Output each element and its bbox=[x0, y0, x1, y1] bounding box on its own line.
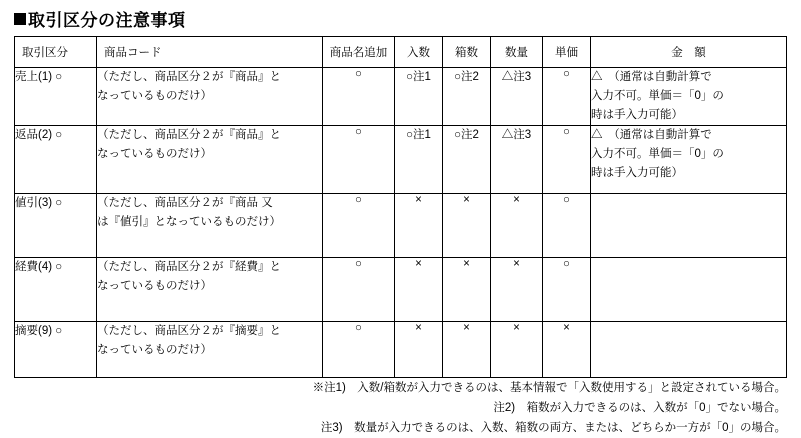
header-shohin-code: 商品コード bbox=[97, 37, 323, 68]
cell-suryo: × bbox=[491, 321, 543, 377]
transaction-type-table bbox=[14, 36, 787, 378]
page-title bbox=[14, 6, 186, 31]
table-row bbox=[15, 68, 787, 126]
code-line-1: （ただし、商品区分２が『商品』と bbox=[97, 71, 281, 83]
cell-shohin-code bbox=[97, 125, 323, 193]
cell-shohinmei-tsuika: ○ bbox=[323, 321, 395, 377]
header-torihiki-kubun: 取引区分 bbox=[15, 37, 97, 68]
cell-irisu: ○注1 bbox=[395, 125, 443, 193]
cell-torihiki-kubun: 売上(1) ○ bbox=[15, 68, 97, 126]
code-line-2: なっているものだけ） bbox=[97, 279, 212, 292]
code-line-1: （ただし、商品区分２が『商品 又 bbox=[97, 196, 273, 209]
table-header-row bbox=[15, 37, 787, 68]
cell-shohinmei-tsuika: ○ bbox=[323, 68, 395, 126]
header-tanka: 単価 bbox=[543, 37, 591, 68]
amount-line-1: △ （通常は自動計算で bbox=[591, 128, 712, 141]
cell-kingaku bbox=[591, 125, 787, 193]
code-line-1: （ただし、商品区分２が『摘要』と bbox=[97, 324, 281, 337]
amount-line-3: 時は手入力可能） bbox=[591, 166, 683, 179]
header-shohinmei-tsuika: 商品名追加 bbox=[323, 37, 395, 68]
table-row bbox=[15, 193, 787, 257]
cell-kingaku bbox=[591, 68, 787, 126]
footnote-1: ※注1) 入数/箱数が入力できるのは、基本情報で「入数使用する」と設定されている場合。 bbox=[312, 382, 786, 394]
code-line-1: （ただし、商品区分２が『経費』と bbox=[97, 260, 281, 273]
cell-tanka: ○ bbox=[543, 68, 591, 126]
code-line-2: なっているものだけ） bbox=[97, 343, 212, 356]
cell-irisu: × bbox=[395, 321, 443, 377]
black-square-icon bbox=[14, 13, 26, 25]
cell-kingaku bbox=[591, 193, 787, 257]
code-line-2: は『値引』となっているものだけ） bbox=[97, 215, 281, 228]
cell-torihiki-kubun: 値引(3) ○ bbox=[15, 193, 97, 257]
cell-shohinmei-tsuika: ○ bbox=[323, 257, 395, 321]
table-row bbox=[15, 321, 787, 377]
header-hakosu: 箱数 bbox=[443, 37, 491, 68]
cell-kingaku bbox=[591, 321, 787, 377]
cell-torihiki-kubun: 返品(2) ○ bbox=[15, 125, 97, 193]
cell-hakosu: × bbox=[443, 257, 491, 321]
cell-shohin-code bbox=[97, 193, 323, 257]
code-line-2: なっているものだけ） bbox=[97, 147, 212, 160]
cell-hakosu: × bbox=[443, 193, 491, 257]
cell-shohinmei-tsuika: ○ bbox=[323, 193, 395, 257]
cell-irisu: ○注1 bbox=[395, 68, 443, 126]
cell-shohin-code bbox=[97, 257, 323, 321]
cell-tanka: ○ bbox=[543, 257, 591, 321]
footnotes bbox=[0, 378, 786, 438]
cell-irisu: × bbox=[395, 257, 443, 321]
cell-torihiki-kubun: 摘要(9) ○ bbox=[15, 321, 97, 377]
amount-line-2: 入力不可。単価＝「0」の bbox=[591, 89, 724, 102]
cell-hakosu: ○注2 bbox=[443, 68, 491, 126]
cell-shohinmei-tsuika: ○ bbox=[323, 125, 395, 193]
header-kingaku: 金 額 bbox=[591, 37, 787, 68]
cell-hakosu: × bbox=[443, 321, 491, 377]
cell-tanka: × bbox=[543, 321, 591, 377]
cell-suryo: △注3 bbox=[491, 68, 543, 126]
amount-line-3: 時は手入力可能） bbox=[591, 108, 683, 121]
table-row bbox=[15, 125, 787, 193]
code-line-1: （ただし、商品区分２が『商品』と bbox=[97, 128, 281, 141]
cell-tanka: ○ bbox=[543, 193, 591, 257]
footnote-2: 注2) 箱数が入力できるのは、入数が「0」でない場合。 bbox=[493, 402, 786, 415]
code-line-2: なっているものだけ） bbox=[97, 89, 212, 102]
header-suryo: 数量 bbox=[491, 37, 543, 68]
amount-line-1: △ （通常は自動計算で bbox=[591, 71, 712, 83]
cell-shohin-code bbox=[97, 68, 323, 126]
amount-line-2: 入力不可。単価＝「0」の bbox=[591, 147, 724, 160]
cell-suryo: × bbox=[491, 193, 543, 257]
page-title-text: 取引区分の注意事項 bbox=[28, 11, 186, 30]
cell-shohin-code bbox=[97, 321, 323, 377]
cell-torihiki-kubun: 経費(4) ○ bbox=[15, 257, 97, 321]
footnote-3: 注3) 数量が入力できるのは、入数、箱数の両方、または、どちらか一方が「0」の場合。 bbox=[320, 422, 786, 435]
cell-hakosu: ○注2 bbox=[443, 125, 491, 193]
cell-suryo: △注3 bbox=[491, 125, 543, 193]
cell-suryo: × bbox=[491, 257, 543, 321]
cell-irisu: × bbox=[395, 193, 443, 257]
header-irisu: 入数 bbox=[395, 37, 443, 68]
cell-tanka: ○ bbox=[543, 125, 591, 193]
cell-kingaku bbox=[591, 257, 787, 321]
table-row bbox=[15, 257, 787, 321]
